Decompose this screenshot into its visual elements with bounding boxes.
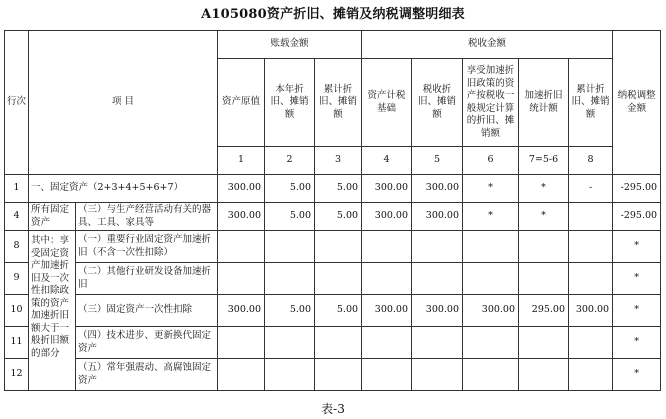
header-col-4: 资产计税基础 xyxy=(362,59,412,147)
cell-c1 xyxy=(218,231,265,263)
cell-c9: * xyxy=(613,359,661,391)
cell-c1: 300.00 xyxy=(218,295,265,327)
cell-c5: 300.00 xyxy=(412,175,463,203)
cell-c9: -295.00 xyxy=(613,203,661,231)
cell-c3 xyxy=(315,327,362,359)
cell-c1 xyxy=(218,263,265,295)
cell-c4 xyxy=(362,263,412,295)
cell-c9: * xyxy=(613,327,661,359)
cell-c2: 5.00 xyxy=(265,175,315,203)
col-number-4: 4 xyxy=(362,147,412,175)
cell-c3 xyxy=(315,263,362,295)
cell-c6: * xyxy=(463,203,519,231)
cell-c4: 300.00 xyxy=(362,295,412,327)
cell-c2 xyxy=(265,327,315,359)
table-row xyxy=(5,175,661,203)
cell-c7 xyxy=(519,359,569,391)
cell-c3: 5.00 xyxy=(315,295,362,327)
cell-c7 xyxy=(519,231,569,263)
cell-c2 xyxy=(265,263,315,295)
col-number-2: 2 xyxy=(265,147,315,175)
row-item: （四）技术进步、更新换代固定资产 xyxy=(76,327,218,359)
table-row xyxy=(5,263,661,295)
col-number-3: 3 xyxy=(315,147,362,175)
col-number-5: 5 xyxy=(412,147,463,175)
row-item: （五）常年强震动、高腐蚀固定资产 xyxy=(76,359,218,391)
cell-c7 xyxy=(519,263,569,295)
cell-c8: - xyxy=(569,175,613,203)
cell-c7: * xyxy=(519,175,569,203)
cell-c8 xyxy=(569,359,613,391)
cell-c1 xyxy=(218,359,265,391)
row-number: 11 xyxy=(5,327,29,359)
cell-c2 xyxy=(265,231,315,263)
cell-c5 xyxy=(412,327,463,359)
row-number: 9 xyxy=(5,263,29,295)
col-number-8: 8 xyxy=(569,147,613,175)
cell-c2: 5.00 xyxy=(265,203,315,231)
col-number-7: 7=5-6 xyxy=(519,147,569,175)
cell-c4: 300.00 xyxy=(362,203,412,231)
row-number: 8 xyxy=(5,231,29,263)
cell-c8 xyxy=(569,231,613,263)
cell-c5: 300.00 xyxy=(412,295,463,327)
cell-c1 xyxy=(218,327,265,359)
header-tax-adjustment: 纳税调整金额 xyxy=(613,31,661,175)
header-col-1: 资产原值 xyxy=(218,59,265,147)
cell-c8 xyxy=(569,263,613,295)
cell-c3: 5.00 xyxy=(315,175,362,203)
header-book-amount: 账载金额 xyxy=(218,31,362,59)
row-item: 一、固定资产（2+3+4+5+6+7） xyxy=(29,175,218,203)
cell-c5 xyxy=(412,359,463,391)
cell-c6 xyxy=(463,359,519,391)
table-row xyxy=(5,231,661,263)
cell-c6 xyxy=(463,231,519,263)
col-number-1: 1 xyxy=(218,147,265,175)
header-tax-amount: 税收金额 xyxy=(362,31,613,59)
cell-c7 xyxy=(519,327,569,359)
cell-c9: -295.00 xyxy=(613,175,661,203)
cell-c6 xyxy=(463,327,519,359)
cell-c1: 300.00 xyxy=(218,175,265,203)
cell-c5 xyxy=(412,263,463,295)
cell-c9: * xyxy=(613,263,661,295)
group-label-accelerated: 其中：享受固定资产加速折旧及一次性扣除政策的资产加速折旧额大于一般折旧额的部分 xyxy=(29,231,76,391)
cell-c6 xyxy=(463,263,519,295)
header-col-8: 累计折旧、摊销额 xyxy=(569,59,613,147)
header-col-5: 税收折旧、摊销额 xyxy=(412,59,463,147)
header-col-3: 累计折旧、摊销额 xyxy=(315,59,362,147)
table-row xyxy=(5,203,661,231)
cell-c4: 300.00 xyxy=(362,175,412,203)
cell-c6: * xyxy=(463,175,519,203)
row-number: 4 xyxy=(5,203,29,231)
cell-c2: 5.00 xyxy=(265,295,315,327)
header-row-no: 行次 xyxy=(5,31,29,175)
cell-c4 xyxy=(362,327,412,359)
cell-c3: 5.00 xyxy=(315,203,362,231)
row-number: 10 xyxy=(5,295,29,327)
cell-c8 xyxy=(569,327,613,359)
cell-c8: 300.00 xyxy=(569,295,613,327)
cell-c5 xyxy=(412,231,463,263)
cell-c4 xyxy=(362,231,412,263)
col-number-6: 6 xyxy=(463,147,519,175)
group-label-all-fixed-assets: 所有固定资产 xyxy=(29,203,76,231)
cell-c8 xyxy=(569,203,613,231)
row-item: （三）固定资产一次性扣除 xyxy=(76,295,218,327)
header-col-7: 加速折旧统计额 xyxy=(519,59,569,147)
cell-c3 xyxy=(315,231,362,263)
cell-c9: * xyxy=(613,295,661,327)
table-row xyxy=(5,327,661,359)
header-row-groups xyxy=(5,31,661,59)
cell-c9: * xyxy=(613,231,661,263)
cell-c4 xyxy=(362,359,412,391)
header-col-2: 本年折旧、摊销额 xyxy=(265,59,315,147)
table-row xyxy=(5,359,661,391)
row-item: （二）其他行业研发设备加速折旧 xyxy=(76,263,218,295)
cell-c7: 295.00 xyxy=(519,295,569,327)
cell-c6: 300.00 xyxy=(463,295,519,327)
cell-c7: * xyxy=(519,203,569,231)
cell-c3 xyxy=(315,359,362,391)
table-row xyxy=(5,295,661,327)
cell-c1: 300.00 xyxy=(218,203,265,231)
row-item: （一）重要行业固定资产加速折旧（不含一次性扣除） xyxy=(76,231,218,263)
depreciation-table xyxy=(4,30,661,391)
header-item: 项 目 xyxy=(29,31,218,175)
header-col-6: 享受加速折旧政策的资产按税收一般规定计算的折旧、摊销额 xyxy=(463,59,519,147)
table-caption: 表-3 xyxy=(321,402,345,416)
document-title: A105080资产折旧、摊销及纳税调整明细表 xyxy=(201,7,465,22)
row-number: 12 xyxy=(5,359,29,391)
cell-c2 xyxy=(265,359,315,391)
row-number: 1 xyxy=(5,175,29,203)
row-item: （三）与生产经营活动有关的器具、工具、家具等 xyxy=(76,203,218,231)
cell-c5: 300.00 xyxy=(412,203,463,231)
